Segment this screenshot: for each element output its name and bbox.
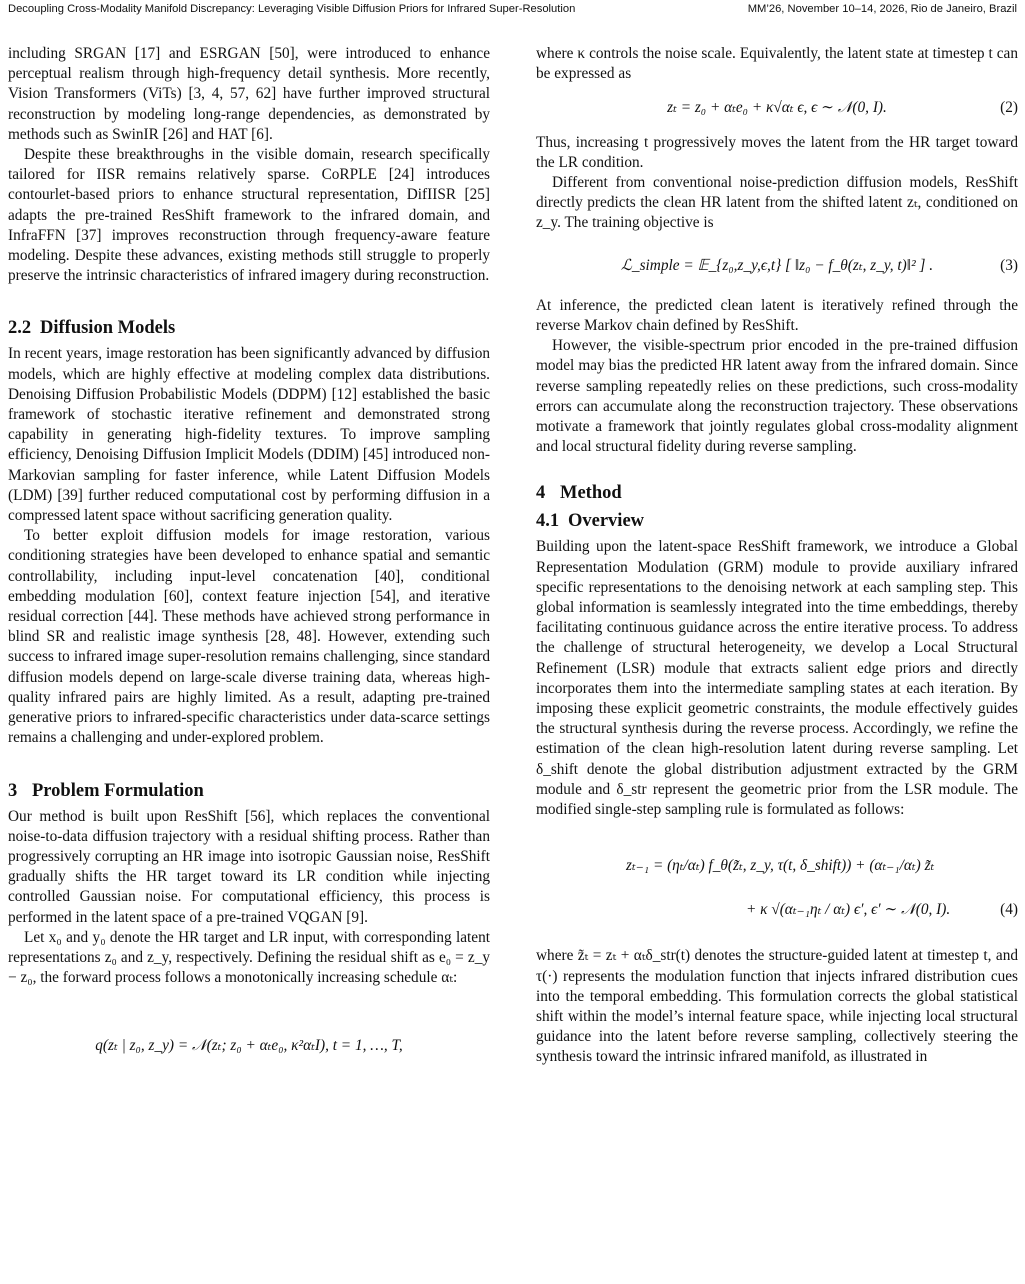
- equation-body: ℒ_simple = 𝔼_{z₀,z_y,ϵ,t} [ ‖z₀ − f_θ(zₜ, z_y, t)‖² ] .: [620, 256, 934, 274]
- equation-4: [536, 844, 1018, 932]
- paragraph: However, the visible-spectrum prior encoded in the pre-trained diffusion model may bias the predicted HR latent away from the infrared domain. Since reverse sampling repeatedly relies on these predictions, such cross-modality errors can accumulate along the reconstruction trajectory. These observations motivate a framework that jointly regulates global cross-modality alignment and local structural fidelity during reverse sampling.: [536, 337, 1018, 456]
- paragraph: Thus, increasing t progressively moves the latent from the HR target toward the LR condition.: [536, 133, 1018, 171]
- header-venue: MM’26, November 10–14, 2026, Rio de Janeiro, Brazil: [747, 3, 1017, 15]
- paragraph: including SRGAN [17] and ESRGAN [50], were introduced to enhance perceptual realism through high-frequency detail synthesis. More recently, Vision Transformers (ViTs) [3, 4, 57, 62] have further improved structural reconstruction by modeling long-range dependencies, as demonstrated by methods such as SwinIR [26] and HAT [6].: [8, 45, 490, 143]
- header-title: Decoupling Cross-Modality Manifold Discrepancy: Leveraging Visible Diffusion Priors for Infrared Super-Resolution: [8, 3, 576, 15]
- equation-2: [536, 98, 1018, 118]
- paragraph: Despite these breakthroughs in the visible domain, research specifically tailored for IISR remains relatively sparse. CoRPLE [24] introduces contourlet-based priors to enhance structural representation, DifIISR [25] adapts the pre-trained ResShift framework to the infrared domain, and InfraFFN [37] improves reconstruction through frequency-aware feature modeling. Despite these advances, existing methods still struggle to properly preserve the intrinsic characteristics of infrared imagery during reconstruction.: [8, 146, 490, 285]
- section-title: Overview: [568, 511, 645, 532]
- paragraph: Building upon the latent-space ResShift framework, we introduce a Global Representation Modulation (GRM) module to provide auxiliary infrared specific representations to the denoising network at each sampling step. This global information is seamlessly integrated into the time embeddings, thereby facilitating continuous guidance across the entire iterative process. To address the challenge of structural heterogeneity, we develop a Local Structural Refinement (LSR) module that extracts salient edge priors and directly incorporates them into the intermediate sampling states at each iteration. By imposing these explicit geometric constraints, the module effectively guides the structural synthesis during the reverse process. Accordingly, we refine the estimation of the clean high-resolution latent during reverse sampling. Let δ_shift denote the global distribution adjustment extracted by the GRM module and δ_str represent the geometric prior from the LSR module. The modified single-step sampling rule is formulated as follows:: [536, 538, 1018, 819]
- paragraph: Let x₀ and y₀ denote the HR target and LR input, with corresponding latent representations z₀ and z_y, respectively. Defining the residual shift as e₀ = z_y − z₀, the forward process follows a monotonically increasing schedule αₜ:: [8, 928, 490, 987]
- left-column: [8, 44, 490, 1057]
- paragraph: Our method is built upon ResShift [56], which replaces the conventional noise-to-data diffusion trajectory with a residual shifting process. Rather than progressively corrupting an HR image into isotropic Gaussian noise, ResShift gradually shifts the HR target toward its LR condition while injecting controlled Gaussian noise. For computational efficiency, this process is performed in the latent space of a pre-trained VQGAN [9].: [8, 807, 490, 926]
- section-number: 4.1: [536, 511, 560, 532]
- section-number: 4: [536, 483, 546, 504]
- right-column: [536, 44, 1018, 1068]
- section-title: Problem Formulation: [32, 780, 204, 801]
- equation-line: + κ √(αₜ₋₁ηₜ / αₜ) ϵ′, ϵ′ ∼ 𝒩(0, I).: [746, 901, 951, 919]
- section-heading-3: [8, 779, 490, 803]
- paragraph: Different from conventional noise-prediction diffusion models, ResShift directly predicts the clean HR latent from the shifted latent zₜ, conditioned on z_y. The training objective is: [536, 174, 1018, 232]
- paragraph: At inference, the predicted clean latent is iteratively refined through the reverse Markov chain defined by ResShift.: [536, 296, 1018, 335]
- running-header: [8, 3, 1017, 15]
- paragraph: To better exploit diffusion models for image restoration, various conditioning strategies have been developed to enhance spatial and semantic controllability, including input-level concatenation [40], conditional embedding modulation [60], context feature injection [54], and iterative residual correction [44]. These methods have achieved strong performance in blind SR and realistic image synthesis [28, 48]. However, extending such success to infrared image super-resolution remains challenging, since standard diffusion models depend on large-scale diverse training data, whereas high-quality infrared pairs are highly limited. As a result, adapting pre-trained generative priors to infrared-specific characteristics under data-scarce settings remains a challenging and under-explored problem.: [8, 527, 490, 747]
- paragraph: In recent years, image restoration has been significantly advanced by diffusion models, which are highly effective at modeling complex data distributions. Denoising Diffusion Probabilistic Models (DDPM) [12] established the basic framework of stochastic iterative refinement and demonstrated strong capability in generating high-fidelity textures. To improve sampling efficiency, Denoising Diffusion Implicit Models (DDIM) [45] introduced non-Markovian sampling for faster inference, while Latent Diffusion Models (LDM) [39] further reduced computational cost by performing diffusion in a compressed latent space without sacrificing generation quality.: [8, 345, 490, 525]
- section-title: Method: [560, 483, 622, 504]
- equation-body: zₜ = z₀ + αₜe₀ + κ√αₜ ϵ, ϵ ∼ 𝒩(0, I).: [667, 99, 887, 117]
- equation-number: (3): [1000, 256, 1018, 274]
- equation-number: (2): [1000, 99, 1018, 117]
- paragraph: where κ controls the noise scale. Equivalently, the latent state at timestep t can be expressed as: [536, 45, 1018, 83]
- section-number: 3: [8, 780, 18, 801]
- equation-1-partial: q(zₜ | z₀, z_y) = 𝒩(zₜ; z₀ + αₜe₀, κ²αₜI), t = 1, …, T,: [95, 1037, 403, 1055]
- section-number: 2.2: [8, 318, 32, 339]
- paragraph: where z̃ₜ = zₜ + αₜδ_str(t) denotes the structure-guided latent at timestep t, and τ(·) represents the modulation function that injects infrared distribution cues into the temporal embedding. This formulation corrects the global statistical shift within the model’s internal feature space, while injecting local structural guidance into the latent before reverse sampling, collectively steering the synthesis toward the intrinsic infrared manifold, as illustrated in: [536, 947, 1018, 1066]
- equation-line: zₜ₋₁ = (ηₜ/αₜ) f_θ(z̃ₜ, z_y, τ(t, δ_shift)) + (αₜ₋₁/αₜ) z̃ₜ: [626, 857, 935, 875]
- section-title: Diffusion Models: [40, 318, 176, 339]
- section-heading-4-1: [536, 509, 1018, 533]
- section-heading-4: [536, 481, 1018, 505]
- section-heading-2-2: [8, 316, 490, 340]
- equation-number: (4): [1000, 901, 1018, 919]
- equation-3: [536, 256, 1018, 276]
